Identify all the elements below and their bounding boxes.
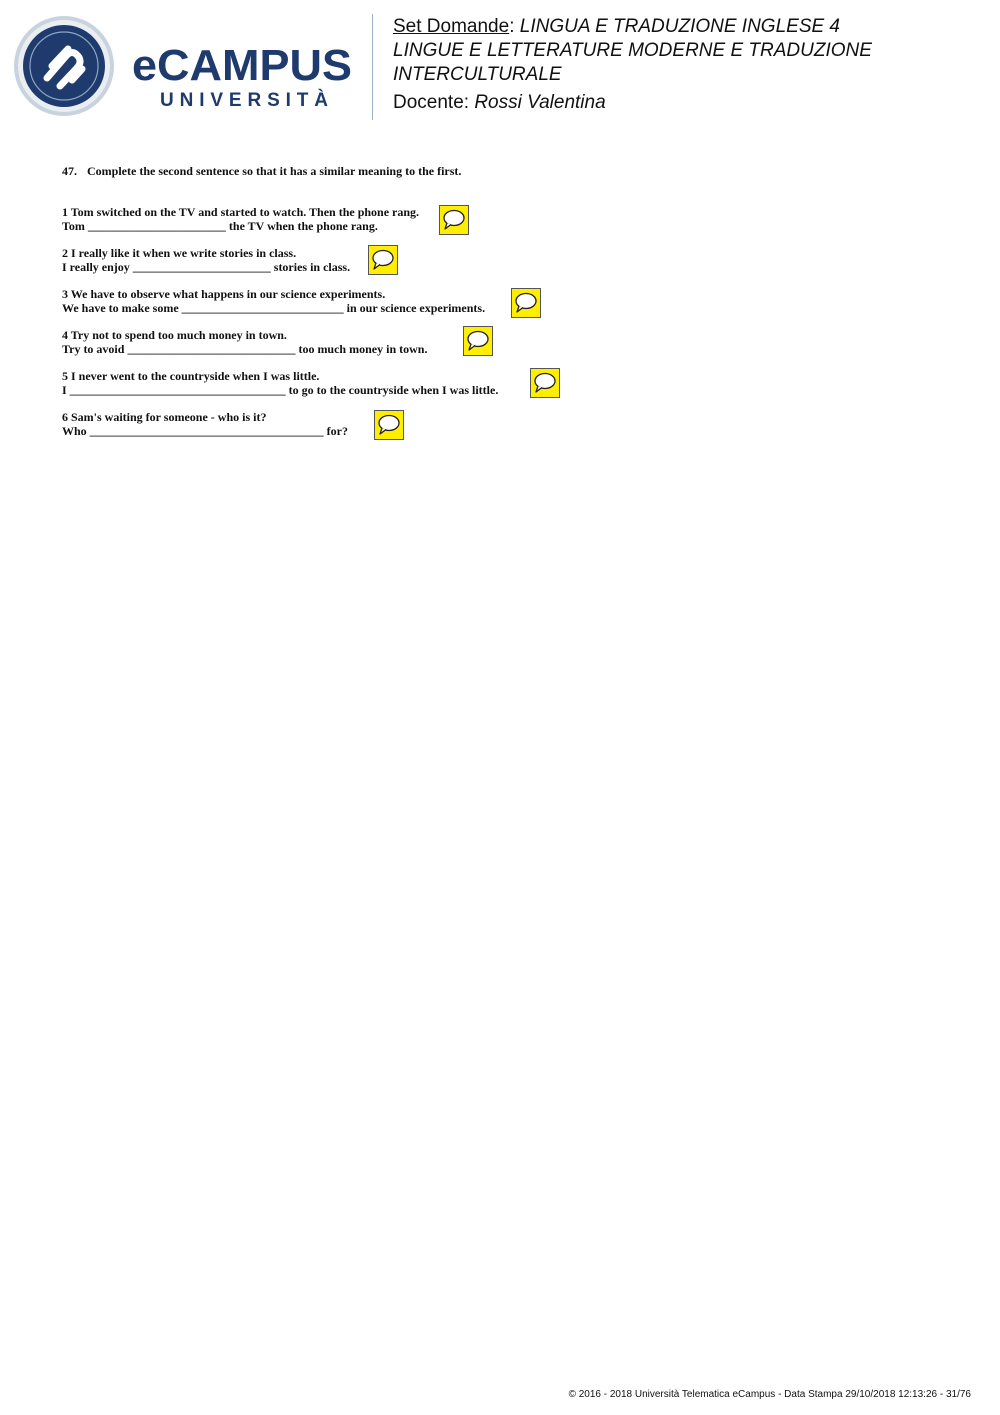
exercise-item-3 — [62, 287, 485, 315]
exercise-second-sentence: We have to make some ___________________________ in our science experiments. — [62, 301, 486, 315]
comment-icon[interactable] — [530, 368, 560, 398]
page-footer: © 2016 - 2018 Università Telematica eCampus - Data Stampa 29/10/2018 12:13:26 - 31/76 — [568, 1389, 971, 1400]
exercise-first-sentence: 2 I really like it when we write stories in class. — [62, 246, 297, 260]
docente-name: Rossi Valentina — [474, 92, 606, 113]
exercise-item-6 — [62, 410, 348, 438]
question-instruction: Complete the second sentence so that it has a similar meaning to the first. — [87, 164, 462, 178]
exercise-second-sentence: Tom _______________________ the TV when the phone rang. — [62, 219, 378, 233]
exercise-second-sentence: I ____________________________________ to go to the countryside when I was little. — [62, 383, 499, 397]
exercise-item-1 — [62, 205, 419, 233]
exercise-first-sentence: 3 We have to observe what happens in our science experiments. — [62, 287, 386, 301]
comment-icon[interactable] — [511, 288, 541, 318]
exercise-item-4 — [62, 328, 427, 356]
docente-label: Docente: — [393, 92, 475, 113]
docente-row — [393, 91, 983, 115]
comment-icon[interactable] — [374, 410, 404, 440]
exercise-first-sentence: 6 Sam's waiting for someone - who is it? — [62, 410, 267, 424]
course-title: LINGUA E TRADUZIONE INGLESE 4 — [519, 16, 841, 37]
header-divider — [372, 14, 373, 120]
exercise-item-2 — [62, 246, 350, 274]
logo-subtitle: UNIVERSITÀ — [160, 90, 328, 111]
exercise-first-sentence: 4 Try not to spend too much money in town. — [62, 328, 287, 342]
set-label: Set Domande — [393, 16, 510, 37]
comment-icon[interactable] — [463, 326, 493, 356]
logo-wordmark: eCAMPUS — [132, 41, 352, 90]
set-row — [393, 15, 983, 39]
exercise-item-5 — [62, 369, 498, 397]
comment-icon[interactable] — [439, 205, 469, 235]
exercise-first-sentence: 5 I never went to the countryside when I was little. — [62, 369, 320, 383]
programme-title: LINGUE E LETTERATURE MODERNE E TRADUZIONE INTERCULTURALE — [393, 40, 872, 85]
ecampus-logo — [14, 14, 359, 118]
question-number: 47. — [62, 164, 77, 178]
exercise-first-sentence: 1 Tom switched on the TV and started to watch. Then the phone rang. — [62, 205, 420, 219]
logo-seal-icon — [14, 16, 114, 116]
exercise-second-sentence: I really enjoy _______________________ stories in class. — [62, 260, 351, 274]
header-info — [393, 15, 983, 115]
exercise-second-sentence: Try to avoid ____________________________ too much money in town. — [62, 342, 428, 356]
question-heading — [62, 164, 461, 179]
comment-icon[interactable] — [368, 245, 398, 275]
exercise-second-sentence: Who _______________________________________ for? — [62, 424, 348, 438]
set-separator: : — [509, 16, 520, 37]
